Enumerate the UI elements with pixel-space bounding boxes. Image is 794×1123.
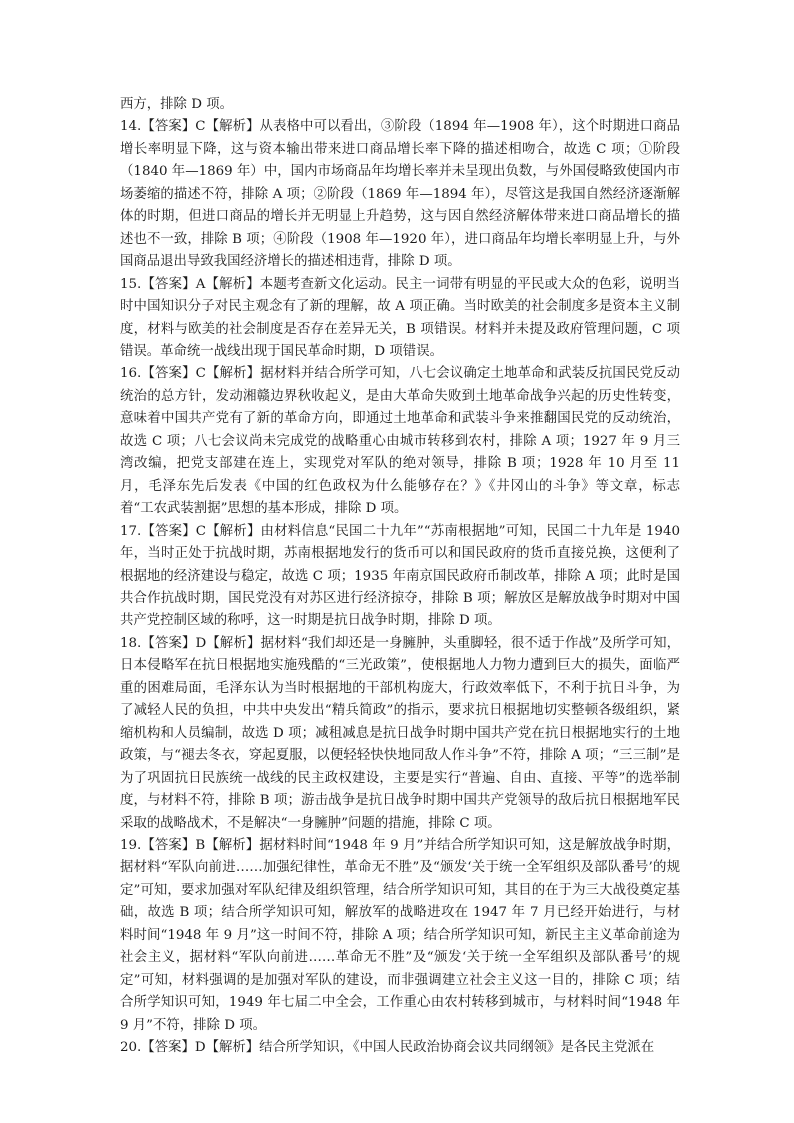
answer-15: 15.【答案】A【解析】本题考查新文化运动。民主一词带有明显的平民或大众的色彩，说明当时中国知识分子对民主观念有了新的理解，故 A 项正确。当时欧美的社会制度多是资本主义制度，材料与欧美的社会制度是否存在差异无关，B 项错误。材料并未提及政府管理问题，C 项错误。革命统一战线出现于国民革命时期，D 项错误。 bbox=[120, 276, 680, 359]
answer-14: 14.【答案】C【解析】从表格中可以看出，③阶段（1894 年—1908 年），这个时期进口商品增长率明显下降，这与资本输出带来进口商品增长率下降的描述相吻合，故选 C 项；①阶段（1840 年—1869 年）中，国内市场商品年均增长率并未呈现出负数，与外国侵略致使国内市场萎缩的描述不符，排除 A 项；②阶段（1869 年—1894 年），尽管这是我国自然经济逐渐解体的时期，但进口商品的增长并无明显上升趋势，这与因自然经济解体带来进口商品增长的描述也不一致，排除 B 项；④阶段（1908 年—1920 年），进口商品年均增长率明显上升，与外国商品退出导致我国经济增长的描述相违背，排除 D 项。 bbox=[120, 119, 680, 270]
answer-document bbox=[120, 94, 680, 1059]
answer-17: 17.【答案】C【解析】由材料信息“民国二十九年”“苏南根据地”可知，民国二十九年是 1940 年，当时正处于抗战时期，苏南根据地发行的货币可以和国民政府的货币直接兑换，这便利了根据地的经济建设与稳定，故选 C 项；1935 年南京国民政府币制改革，排除 A 项；此时是国共合作抗战时期，国民党没有对苏区进行经济掠夺，排除 B 项；解放区是解放战争时期对中国共产党控制区域的称呼，这一时期是抗日战争时期，排除 D 项。 bbox=[120, 523, 680, 629]
answer-19: 19.【答案】B【解析】据材料时间“1948 年 9 月”并结合所学知识可知，这是解放战争时期，据材料“军队向前进……加强纪律性，革命无不胜”及“颁发‘关于统一全军组织及部队番号’的规定”可知，要求加强对军队纪律及组织管理，结合所学知识可知，其目的在于为三大战役奠定基础，故选 B 项；结合所学知识可知，解放军的战略进攻在 1947 年 7 月已经开始进行，与材料时间“1948 年 9 月”这一时间不符，排除 A 项；结合所学知识可知，新民主主义革命前途为社会主义，据材料“军队向前进……革命无不胜”及“颁发‘关于统一全军组织及部队番号’的规定”可知，材料强调的是加强对军队的建设，而非强调建立社会主义这一目的，排除 C 项；结合所学知识可知，1949 年七届二中全会，工作重心由农村转移到城市，与材料时间“1948 年 9 月”不符，排除 D 项。 bbox=[120, 837, 680, 1033]
answer-20: 20.【答案】D【解析】结合所学知识，《中国人民政治协商会议共同纲领》是各民主党派在 bbox=[120, 1040, 655, 1056]
answer-16: 16.【答案】C【解析】据材料并结合所学可知，八七会议确定土地革命和武装反抗国民党反动统治的总方针，发动湘赣边界秋收起义，是由大革命失败到土地革命战争兴起的历史性转变，意味着中国共产党有了新的革命方向，即通过土地革命和武装斗争来推翻国民党的反动统治，故选 C 项；八七会议尚未完成党的战略重心由城市转移到农村，排除 A 项；1927 年 9 月三湾改编，把党支部建在连上，实现党对军队的绝对领导，排除 B 项；1928 年 10 月至 11 月，毛泽东先后发表《中国的红色政权为什么能够存在？》《井冈山的斗争》等文章，标志着“工农武装割据”思想的基本形成，排除 D 项。 bbox=[120, 366, 680, 517]
answer-18: 18.【答案】D【解析】据材料“我们却还是一身臃肿，头重脚轻，很不适于作战”及所学可知，日本侵略军在抗日根据地实施残酷的“三光政策”，使根据地人力物力遭到巨大的损失，面临严重的困难局面，毛泽东认为当时根据地的干部机构庞大，行政效率低下，不利于抗日斗争，为了减轻人民的负担，中共中央发出“精兵简政”的指示，要求抗日根据地切实整顿各级组织，紧缩机构和人员编制，故选 D 项；减租减息是抗日战争时期中国共产党在抗日根据地实行的土地政策，与“褪去冬衣，穿起夏服，以便轻轻快快地同敌人作斗争”不符，排除 A 项；“三三制”是为了巩固抗日民族统一战线的民主政权建设，主要是实行“普遍、自由、直接、平等”的选举制度，与材料不符，排除 B 项；游击战争是抗日战争时期中国共产党领导的敌后抗日根据地军民采取的战略战术，不是解决“一身臃肿”问题的措施，排除 C 项。 bbox=[120, 635, 680, 831]
paragraph-continuation: 西方，排除 D 项。 bbox=[120, 97, 233, 112]
